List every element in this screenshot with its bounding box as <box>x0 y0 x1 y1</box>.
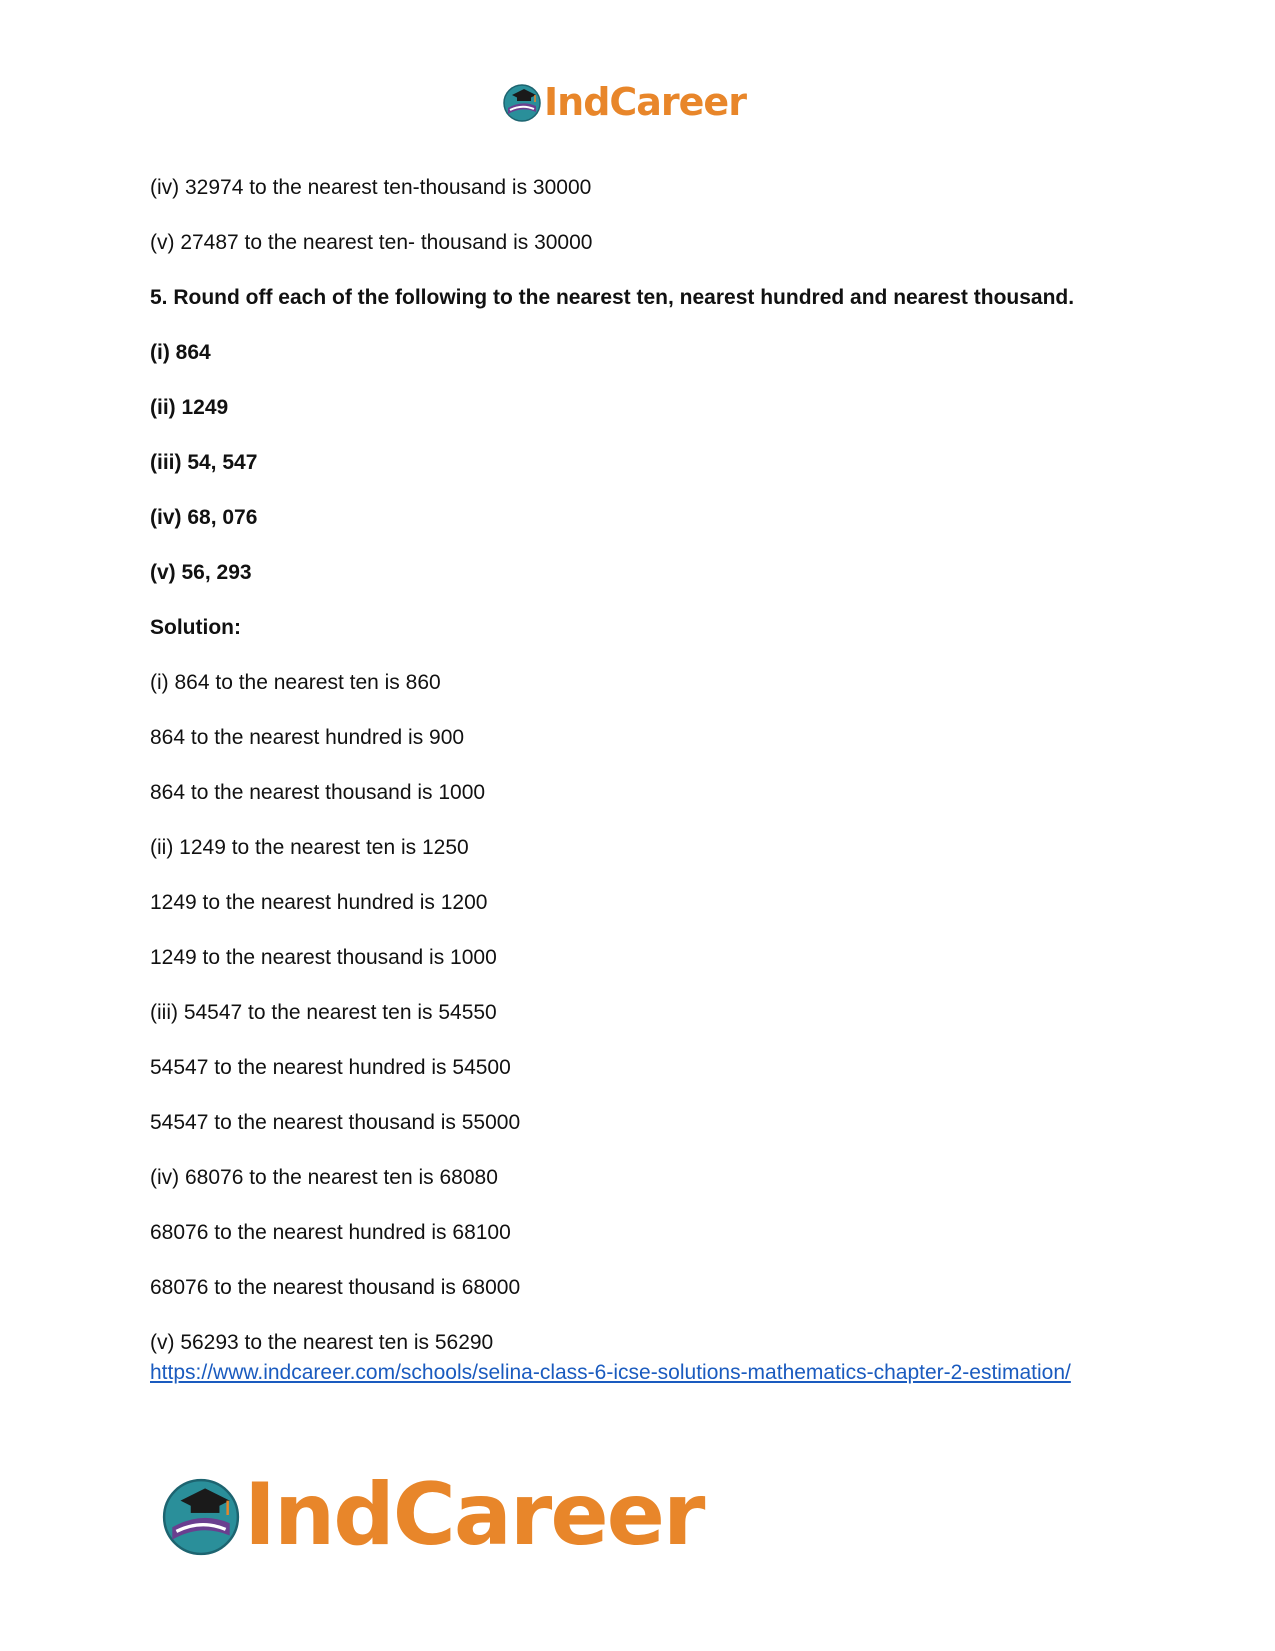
solution-line: 68076 to the nearest thousand is 68000 <box>150 1276 521 1299</box>
answer-line: (v) 27487 to the nearest ten- thousand is 30000 <box>150 231 593 254</box>
solution-line: (iii) 54547 to the nearest ten is 54550 <box>150 1001 497 1024</box>
solution-line: 54547 to the nearest thousand is 55000 <box>150 1111 521 1134</box>
answer-line: (iv) 32974 to the nearest ten-thousand is 30000 <box>150 176 592 199</box>
solution-line: 1249 to the nearest thousand is 1000 <box>150 946 497 969</box>
solution-line: (i) 864 to the nearest ten is 860 <box>150 671 441 694</box>
solution-line: (v) 56293 to the nearest ten is 56290 <box>150 1331 494 1354</box>
question-part: (iv) 68, 076 <box>150 506 258 529</box>
document-body <box>150 173 1130 1388</box>
source-link[interactable]: https://www.indcareer.com/schools/selina-class-6-icse-solutions-mathematics-chapter-2-estimation/ <box>150 1361 1071 1384</box>
solution-line: 1249 to the nearest hundred is 1200 <box>150 891 488 914</box>
solution-line: 864 to the nearest thousand is 1000 <box>150 781 486 804</box>
solution-label: Solution: <box>150 616 241 639</box>
question-part: (i) 864 <box>150 341 211 364</box>
header-logo <box>502 80 746 124</box>
question-heading: 5. Round off each of the following to the nearest ten, nearest hundred and nearest thousand. <box>150 286 1075 309</box>
header-logo-text: IndCareer <box>544 80 746 124</box>
footer-logo <box>160 1465 703 1565</box>
question-part: (ii) 1249 <box>150 396 229 419</box>
solution-line: (ii) 1249 to the nearest ten is 1250 <box>150 836 469 859</box>
question-part: (iii) 54, 547 <box>150 451 258 474</box>
solution-line: 54547 to the nearest hundred is 54500 <box>150 1056 511 1079</box>
solution-line: 68076 to the nearest hundred is 68100 <box>150 1221 511 1244</box>
question-part: (v) 56, 293 <box>150 561 252 584</box>
logo-mark-icon <box>160 1474 242 1556</box>
solution-line: 864 to the nearest hundred is 900 <box>150 726 465 749</box>
solution-line: (iv) 68076 to the nearest ten is 68080 <box>150 1166 498 1189</box>
logo-mark-icon <box>502 82 542 122</box>
footer-logo-text: IndCareer <box>244 1465 704 1565</box>
